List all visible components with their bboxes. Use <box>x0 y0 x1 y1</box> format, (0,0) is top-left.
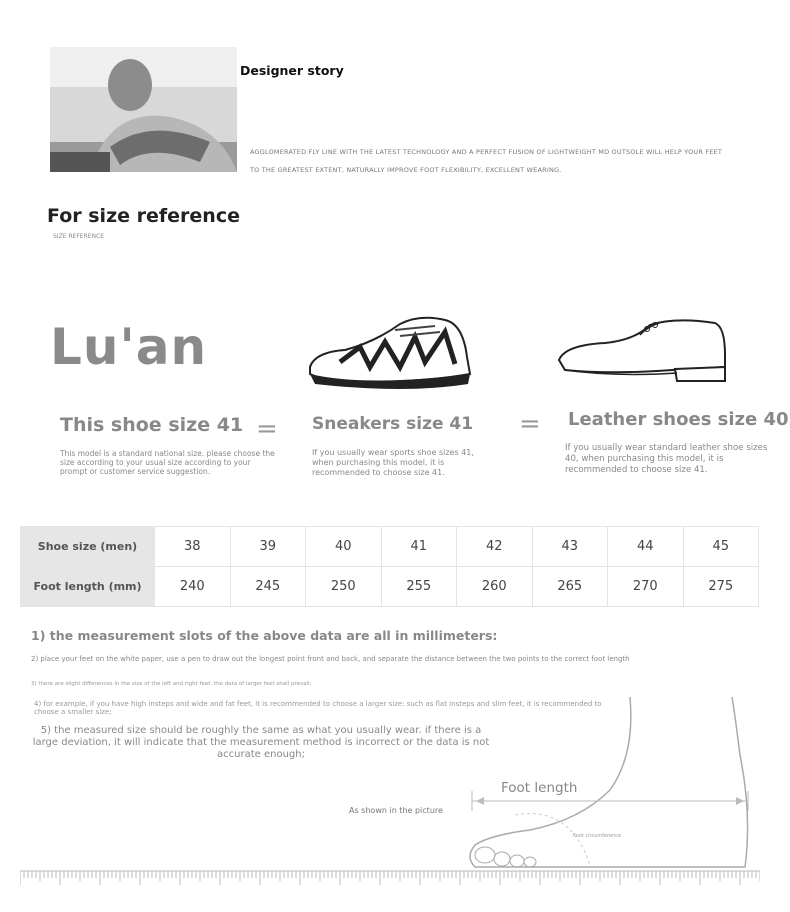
foot-length-cell: 265 <box>532 567 608 607</box>
shoe-size-header: Shoe size (men) <box>21 527 155 567</box>
shoe-size-cell: 40 <box>306 527 382 567</box>
foot-length-cell: 260 <box>457 567 533 607</box>
foot-length-label: Foot length <box>501 780 578 796</box>
designer-text-line-2: TO THE GREATEST EXTENT, NATURALLY IMPROVE FOOT FLEXIBILITY, EXCELLENT WEARING. <box>250 166 562 174</box>
shoe-size-cell: 45 <box>683 527 759 567</box>
designer-photo <box>50 47 237 172</box>
shoe-size-cell: 38 <box>155 527 231 567</box>
sneakers-size-title: Sneakers size 41 <box>312 414 474 434</box>
size-reference-subtitle: SIZE REFERENCE <box>53 233 105 240</box>
leather-shoes-size-title: Leather shoes size 40 <box>568 409 789 430</box>
this-shoe-size-description: This model is a standard national size. please choose the size according to your usual size according to your prompt or customer service suggestion. <box>60 449 275 476</box>
designer-text-line-1: AGGLOMERATED FLY LINE WITH THE LATEST TECHNOLOGY AND A PERFECT FUSION OF LIGHTWEIGHT MD OUTSOLE WILL HELP YOUR FEET <box>250 148 723 156</box>
shoe-size-cell: 41 <box>381 527 457 567</box>
measurement-note-5: 5) the measured size should be roughly the same as what you usually wear. if there is a large deviation, it will indicate that the measurement method is incorrect or the data is not accurate enough; <box>32 725 490 760</box>
foot-length-cell: 270 <box>608 567 684 607</box>
shoe-size-cell: 42 <box>457 527 533 567</box>
brand-logo-text: Lu'an <box>50 318 208 376</box>
sneakers-size-description: If you usually wear sports shoe sizes 41, when purchasing this model, it is recommended to choose size 41. <box>312 448 474 477</box>
foot-length-row <box>21 567 759 607</box>
shoe-size-cell: 39 <box>230 527 306 567</box>
equals-sign-1: = <box>256 414 278 444</box>
size-chart-table <box>20 526 759 607</box>
foot-length-cell: 245 <box>230 567 306 607</box>
leather-shoes-size-description: If you usually wear standard leather shoe sizes 40, when purchasing this model, it is recommended to choose size 41. <box>565 443 768 475</box>
measurement-note-1: 1) the measurement slots of the above data are all in millimeters: <box>31 628 498 643</box>
size-reference-title: For size reference <box>47 205 240 227</box>
measurement-note-4: 4) for example, if you have high insteps and wide and fat feet, it is recommended to choose a larger size: such as flat insteps and slim feet, it is recommended to choose a smaller size; <box>34 700 602 716</box>
foot-length-cell: 240 <box>155 567 231 607</box>
foot-length-cell: 255 <box>381 567 457 607</box>
measurement-note-2: 2) place your feet on the white paper, use a pen to draw out the longest point front and back, and separate the distance between the two points to the correct foot length <box>31 655 630 663</box>
foot-length-cell: 250 <box>306 567 382 607</box>
sneaker-illustration <box>305 312 475 396</box>
designer-title: Designer story <box>240 63 344 78</box>
ruler-scale <box>20 870 760 894</box>
foot-length-cell: 275 <box>683 567 759 607</box>
measurement-note-3: 3) there are slight differences in the size of the left and right feet. the data of larger feet shall prevail; <box>31 681 312 687</box>
shoe-size-row <box>21 527 759 567</box>
equals-sign-2: = <box>519 409 541 439</box>
this-shoe-size-title: This shoe size 41 <box>60 414 244 436</box>
foot-circumference-label: Foot circumference <box>573 833 622 839</box>
shoe-size-cell: 43 <box>532 527 608 567</box>
shoe-size-cell: 44 <box>608 527 684 567</box>
leather-shoe-illustration <box>555 315 730 389</box>
foot-length-header: Foot length (mm) <box>21 567 155 607</box>
as-shown-caption: As shown in the picture <box>349 806 443 815</box>
